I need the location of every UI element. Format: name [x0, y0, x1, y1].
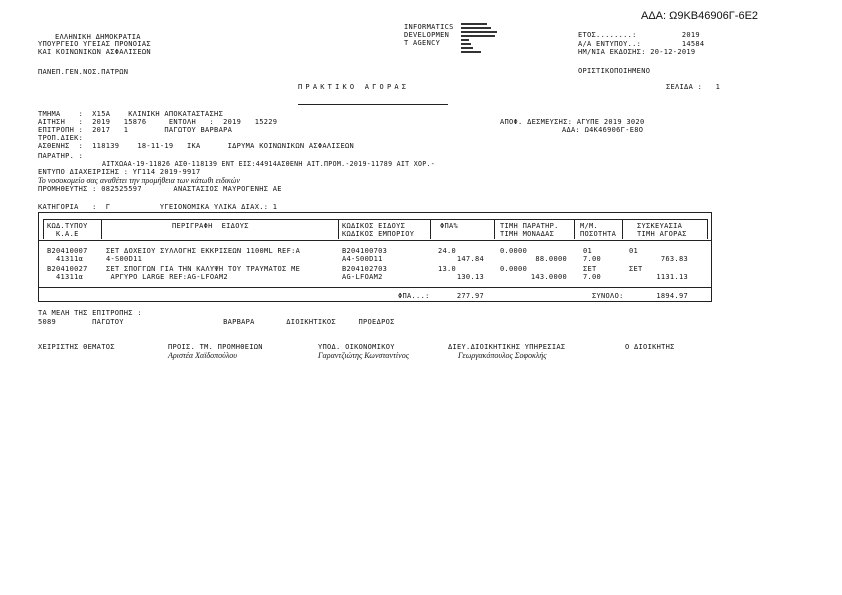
org-line-1: ΕΛΛΗΝΙΚΗ ΔΗΜΟΚΡΑΤΙΑ — [55, 33, 141, 41]
row-code: B20410027 41311α — [47, 265, 88, 281]
amendment-line: ΤΡΟΠ.ΔΙΕΚ: — [38, 134, 84, 142]
page-number: ΣΕΛΙΔΑ : 1 — [666, 83, 721, 91]
row-description: ΣΕΤ ΣΠΟΓΓΩΝ ΓΙΑ ΤΗΝ ΚΑΛΥΨΗ ΤΟΥ ΤΡΑΥΜΑΤΟΣ ΜΕ ΑΡΓΥΡΟ LARGE REF:AG-LFOAM2 — [106, 265, 301, 281]
signature-name-administration: Γεωργακόπουλος Σοφοκλής — [458, 351, 547, 360]
logo-line-2: DEVELOPMEN — [404, 31, 450, 39]
status-label: ΟΡΙΣΤΙΚΟΠΟΙΗΜΕΝΟ — [578, 67, 651, 75]
row-remark-price: 0.0000 — [500, 265, 528, 273]
row-unit: ΣΕΤ — [583, 265, 597, 273]
row-purchase-price: 763.83 — [660, 255, 688, 263]
agency-small-print-icon — [461, 22, 521, 56]
org-line-2: ΥΠΟΥΡΓΕΙΟ ΥΓΕΙΑΣ ΠΡΟΝΟΙΑΣ — [38, 40, 151, 48]
org-line-3: ΚΑΙ ΚΟΙΝΩΝΙΚΩΝ ΑΣΦΑΛΙΣΕΩΝ — [38, 48, 151, 56]
signature-role-procurement: ΠΡΟΙΣ. ΤΜ. ΠΡΟΜΗΘΕΙΩΝ — [168, 343, 263, 351]
header-price: ΤΙΜΗ ΠΑΡΑΤΗΡ. ΤΙΜΗ ΜΟΝΑΔΑΣ — [500, 222, 559, 238]
row-unit: 01 — [583, 247, 593, 255]
row-code: B20410007 41311α — [47, 247, 88, 263]
committee-title: ΤΑ ΜΕΛΗ ΤΗΣ ΕΠΙΤΡΟΠΗΣ : — [38, 309, 142, 317]
signature-role-director: Ο ΔΙΟΙΚΗΤΗΣ — [625, 343, 675, 351]
issue-date-field: ΗΜ/ΝΙΑ ΕΚΔΟΣΗΣ: 20-12-2019 — [578, 48, 696, 56]
vat-total-value: 277.97 — [456, 292, 484, 300]
header-vat: ΦΠΑ% — [440, 222, 459, 230]
row-vat: 13.0 — [438, 265, 457, 273]
title-underline — [298, 104, 448, 105]
ada-secondary: ΑΔΑ: Ω4Κ46906Γ-Ε8Ο — [562, 126, 644, 134]
row-purchase-price: 1131.13 — [656, 273, 688, 281]
remarks-label: ΠΑΡΑΤΗΡ. : — [38, 152, 84, 160]
row-vat: 24.0 — [438, 247, 457, 255]
logo-line-3: T AGENCY — [404, 39, 441, 47]
row-unit-price: 88.0000 — [535, 255, 567, 263]
row-quantity: 7.00 — [583, 273, 602, 281]
ada-code: ΑΔΑ: Ω9ΚΒ46906Γ-6Ε2 — [641, 10, 759, 22]
hospital-name: ΠΑΝΕΠ.ΓΕΝ.ΝΟΣ.ΠΑΤΡΩΝ — [38, 68, 129, 76]
row-package: ΣΕΤ — [629, 265, 643, 273]
header-item-code: ΚΩΔΙΚΟΣ ΕΙΔΟΥΣ ΚΩΔΙΚΟΣ ΕΜΠΟΡΙΟΥ — [342, 222, 415, 238]
signature-name-procurement: Αριστέα Χαϊδοπούλου — [168, 351, 237, 360]
signature-role-handler: ΧΕΙΡΙΣΤΗΣ ΘΕΜΑΤΟΣ — [38, 343, 115, 351]
form-number-field: Α/Α ΕΝΤΥΠΟΥ..: 14584 — [578, 40, 705, 48]
row-package: 01 — [629, 247, 639, 255]
request-line: ΑΙΤΗΣΗ : 2019 15876 ΕΝΤΟΛΗ : 2019 15229 — [38, 118, 278, 126]
row-quantity: 7.00 — [583, 255, 602, 263]
header-unit: Μ/Μ. ΠΟΣΟΤΗΤΑ — [580, 222, 617, 238]
row-item-code: B20410070З A4-S00D11 — [342, 247, 388, 263]
row-vat-amount: 147.84 — [456, 255, 484, 263]
signature-role-administration: ΔΙΕΥ.ΔΙΟΙΚΗΤΙΚΗΣ ΥΠΗΡΕΣΙΑΣ — [448, 343, 566, 351]
committee-line: ΕΠΙΤΡΟΠΗ : 2017 1 ΠΑΓΩΤΟΥ ΒΑΡΒΑΡΑ — [38, 126, 233, 134]
row-vat-amount: 130.13 — [456, 273, 484, 281]
grand-total-label: ΣΥΝΟΛΟ: — [592, 292, 624, 300]
row-remark-price: 0.0000 — [500, 247, 528, 255]
vat-total-label: ΦΠΑ...: — [398, 292, 430, 300]
logo-line-1: INFORMATICS — [404, 23, 454, 31]
category-line: ΚΑΤΗΓΟΡΙΑ : Γ ΥΓΕΙΟΝΟΜΙΚΑ ΥΛΙΚΑ ΔΙΑΧ.: 1 — [38, 203, 278, 211]
patient-line: ΑΣΘΕΝΗΣ : 118139 18-11-19 ΙΚΑ ΙΔΡΥΜΑ ΚΟΙΝΩΝΙΚΩΝ ΑΣΦΑΛΙΣΕΩΝ — [38, 142, 355, 150]
header-description: ΠΕΡΙΓΡΑΦΗ ΕΙΔΟΥΣ — [172, 222, 249, 230]
signature-name-finance: Γαραντζιώτης Κωνσταντίνος — [318, 351, 409, 360]
commitment-decision: ΑΠΟΦ. ΔΕΣΜΕΥΣΗΣ: ΑΓΥΠΕ 2019 3020 — [500, 118, 645, 126]
header-code: ΚΩΔ.ΤΥΠΟΥ Κ.Α.Ε — [47, 222, 88, 238]
management-form-line: ΕΝΤΥΠΟ ΔΙΑΧΕΙΡΙΣΗΣ : ΥΓ114 2019-9917 — [38, 168, 201, 176]
header-package: ΣΥΣΚΕΥΑΣΙΑ ΤΙΜΗ ΑΓΟΡΑΣ — [637, 222, 687, 238]
signature-role-finance: ΥΠΟΔ. ΟΙΚΟΝΟΜΙΚΟΥ — [318, 343, 395, 351]
row-item-code: B20410270З AG-LFOAM2 — [342, 265, 388, 281]
row-description: ΣΕΤ ΔΟΧΕΙΟΥ ΣΥΛΛΟΓΗΣ ΕΚΚΡΙΣΕΩΝ 1100ML REF:A 4-S00D11 — [106, 247, 301, 263]
assignment-note: Το νοσοκομείο σας αναθέτει την προμήθεια των κάτωθι ειδικών — [38, 176, 240, 185]
committee-member: 5089 ΠΑΓΩΤΟΥ ΒΑΡΒΑΡΑ ΔΙΟΙΚΗΤΙΚΟΣ ΠΡΟΕΔΡΟΣ — [38, 318, 395, 326]
remarks-text: ΑΙΤΧΩΑΑ-19-11826 ΑΣΘ-118139 ΕΝΤ ΕΙΣ:44914ΑΣΘΕΝΗ ΑΙΤ.ΠΡΟΜ.-2019-11789 ΑΙΤ ΧΟΡ.- — [102, 160, 436, 168]
department-line: ΤΜΗΜΑ : Χ15Α ΚΛΙΝΙΚΗ ΑΠΟΚΑΤΑΣΤΑΣΗΣ — [38, 110, 224, 118]
document-title: ΠΡΑΚΤΙΚΟ ΑΓΟΡΑΣ — [298, 83, 410, 91]
supplier-line: ΠΡΟΜΗΘΕΥΤΗΣ : 082525597 ΑΝΑΣΤΑΣΙΟΣ ΜΑΥΡΟΓΕΝΗΣ ΑΕ — [38, 185, 282, 193]
year-field: ΕΤΟΣ........: 2019 — [578, 31, 700, 39]
row-unit-price: 143.0000 — [530, 273, 567, 281]
grand-total-value: 1894.97 — [656, 292, 688, 300]
